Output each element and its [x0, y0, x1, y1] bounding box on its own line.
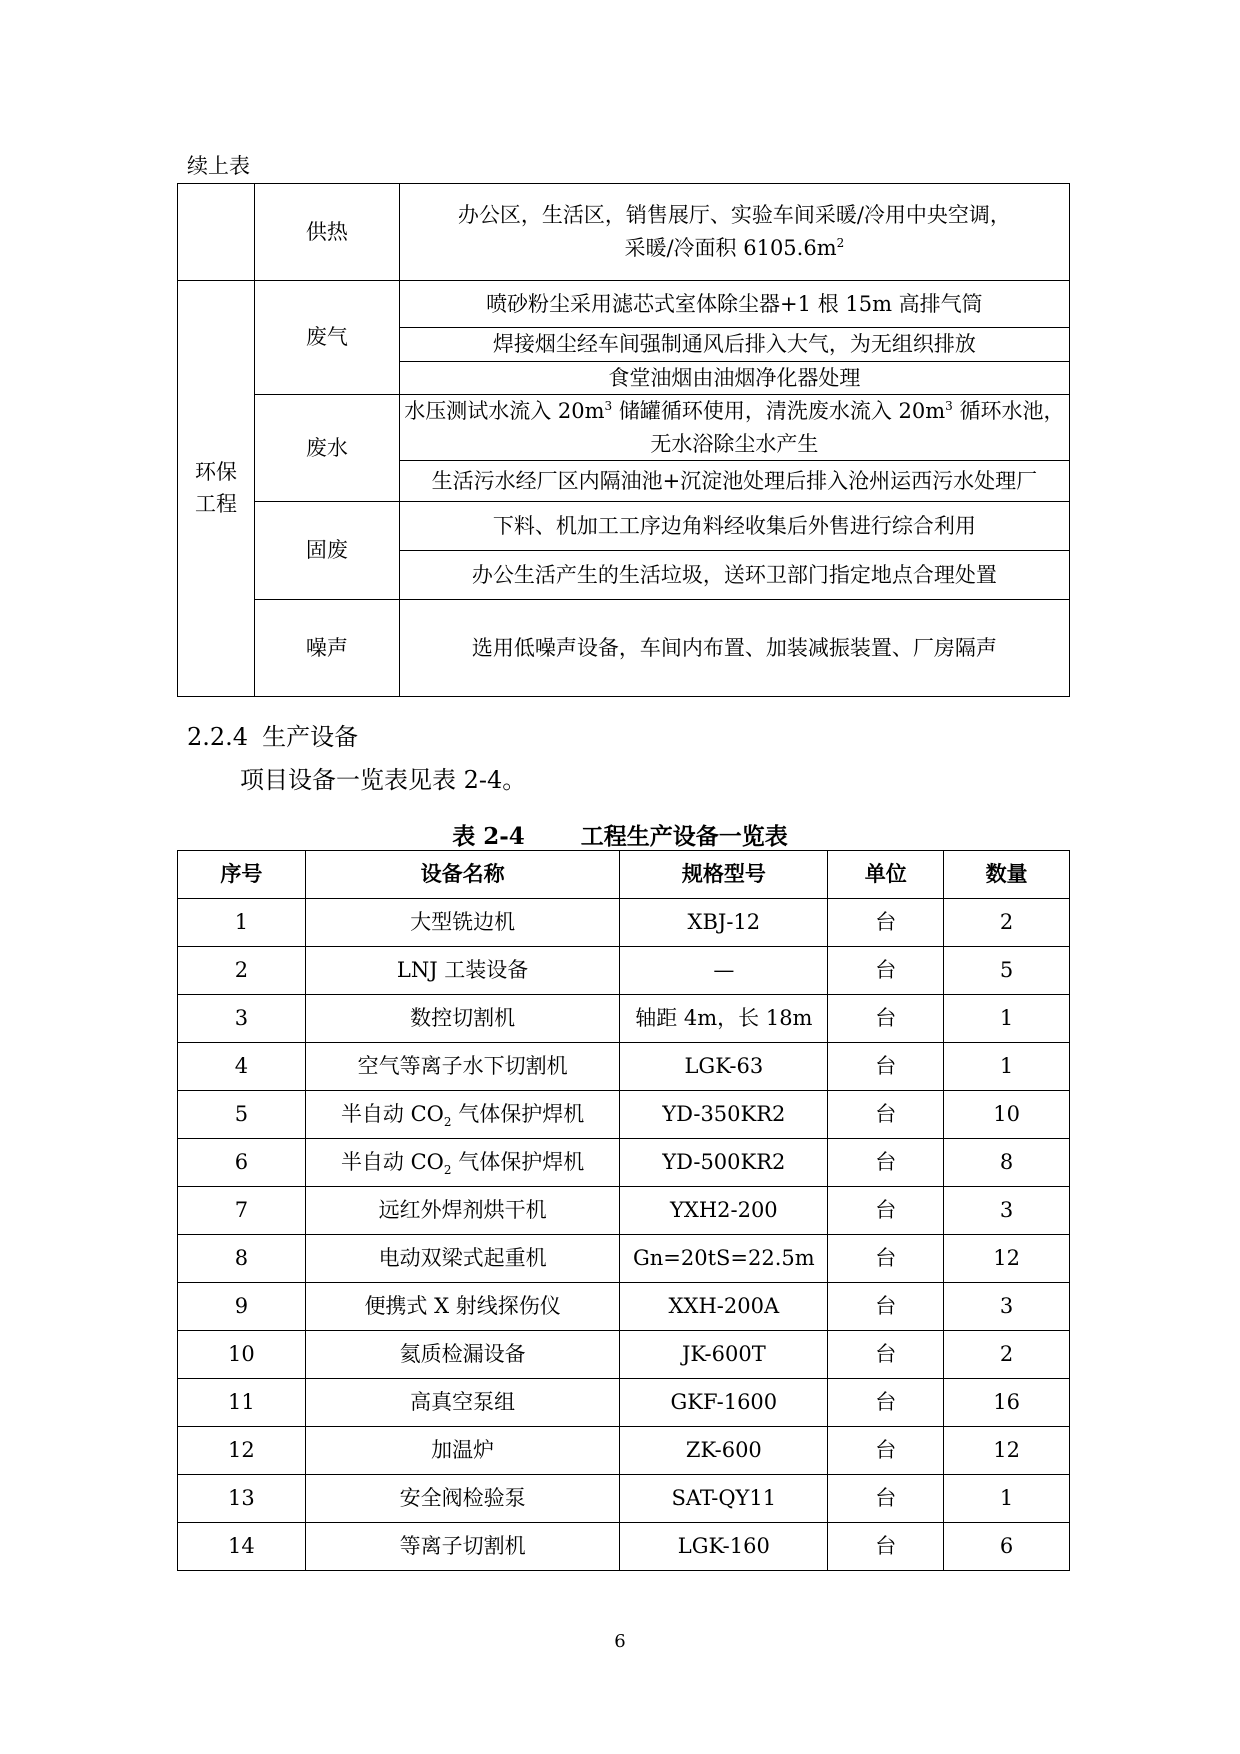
table-row	[178, 1283, 1070, 1331]
equipment-table	[177, 850, 1070, 1571]
cell-qty: 1	[944, 1475, 1070, 1523]
environmental-works-table	[177, 183, 1070, 697]
section-title: 生产设备	[262, 723, 359, 751]
waste-gas-item: 焊接烟尘经车间强制通风后排入大气，为无组织排放	[399, 328, 1069, 362]
cell-no: 8	[178, 1235, 306, 1283]
cell-model: XXH-200A	[620, 1283, 828, 1331]
body-paragraph: 项目设备一览表见表 2-4。	[240, 766, 527, 794]
cell-model: 轴距 4m，长 18m	[620, 995, 828, 1043]
table-caption	[0, 818, 1240, 851]
cell-model: GKF-1600	[620, 1379, 828, 1427]
header-unit: 单位	[828, 851, 944, 899]
cell-unit: 台	[828, 1187, 944, 1235]
waste-water-item-line2: 无水浴除尘水产生	[650, 431, 819, 456]
cell-model: —	[620, 947, 828, 995]
waste-gas-item: 食堂油烟由油烟净化器处理	[399, 361, 1069, 395]
cell-qty: 5	[944, 947, 1070, 995]
cell-qty: 16	[944, 1379, 1070, 1427]
cell-model: XBJ-12	[620, 899, 828, 947]
cell-qty: 6	[944, 1523, 1070, 1571]
page-number: 6	[614, 1631, 626, 1652]
cell-unit: 台	[828, 1379, 944, 1427]
noise-item: 选用低噪声设备，车间内布置、加装减振装置、厂房隔声	[399, 600, 1069, 697]
cell-unit: 台	[828, 1091, 944, 1139]
heating-content	[399, 184, 1069, 281]
cell-unit: 台	[828, 995, 944, 1043]
table-row	[178, 1091, 1070, 1139]
heating-row	[178, 184, 1070, 281]
header-model: 规格型号	[620, 851, 828, 899]
cell-qty: 8	[944, 1139, 1070, 1187]
cell-unit: 台	[828, 1523, 944, 1571]
section-number: 2.2.4	[187, 723, 249, 751]
cell-name: 大型铣边机	[305, 899, 620, 947]
cell-unit: 台	[828, 947, 944, 995]
cell-no: 14	[178, 1523, 306, 1571]
waste-gas-row	[178, 281, 1070, 328]
cell-name: 高真空泵组	[305, 1379, 620, 1427]
solid-waste-label: 固废	[254, 502, 399, 600]
cell-unit: 台	[828, 1475, 944, 1523]
header-qty: 数量	[944, 851, 1070, 899]
cell-model: YD-500KR2	[620, 1139, 828, 1187]
cell-name: LNJ 工装设备	[305, 947, 620, 995]
cell-name: 远红外焊剂烘干机	[305, 1187, 620, 1235]
table-row	[178, 995, 1070, 1043]
waste-gas-item: 喷砂粉尘采用滤芯式室体除尘器+1 根 15m 高排气筒	[399, 281, 1069, 328]
cell-no: 3	[178, 995, 306, 1043]
cell-no: 5	[178, 1091, 306, 1139]
continued-label: 续上表	[187, 154, 250, 178]
cell-name: 加温炉	[305, 1427, 620, 1475]
waste-water-item	[399, 395, 1069, 461]
cell-unit: 台	[828, 1235, 944, 1283]
cell-unit: 台	[828, 1331, 944, 1379]
table-row	[178, 947, 1070, 995]
cell-no: 10	[178, 1331, 306, 1379]
cell-model: LGK-63	[620, 1043, 828, 1091]
cell-unit: 台	[828, 899, 944, 947]
table-row	[178, 1427, 1070, 1475]
cell-model: YXH2-200	[620, 1187, 828, 1235]
solid-waste-item: 办公生活产生的生活垃圾，送环卫部门指定地点合理处置	[399, 551, 1069, 600]
section-heading	[187, 717, 358, 752]
solid-waste-row	[178, 502, 1070, 551]
equipment-header-row	[178, 851, 1070, 899]
table-row	[178, 1235, 1070, 1283]
cell-qty: 3	[944, 1187, 1070, 1235]
empty-category-cell	[178, 184, 255, 281]
cell-name: 空气等离子水下切割机	[305, 1043, 620, 1091]
cell-model: Gn=20tS=22.5m	[620, 1235, 828, 1283]
heating-line1: 办公区，生活区，销售展厅、实验车间采暖/冷用中央空调，	[457, 203, 1011, 228]
waste-water-item: 生活污水经厂区内隔油池+沉淀池处理后排入沧州运西污水处理厂	[399, 461, 1069, 502]
cell-no: 6	[178, 1139, 306, 1187]
waste-gas-label: 废气	[254, 281, 399, 395]
table-row	[178, 1139, 1070, 1187]
cell-qty: 1	[944, 995, 1070, 1043]
table-row	[178, 1523, 1070, 1571]
table-row	[178, 1331, 1070, 1379]
table-caption-title: 工程生产设备一览表	[580, 823, 788, 850]
cell-model: ZK-600	[620, 1427, 828, 1475]
cell-unit: 台	[828, 1043, 944, 1091]
cell-no: 12	[178, 1427, 306, 1475]
cell-model: LGK-160	[620, 1523, 828, 1571]
table-row	[178, 1379, 1070, 1427]
env-label-line2: 工程	[194, 491, 237, 516]
heating-label: 供热	[254, 184, 399, 281]
env-category-cell	[178, 281, 255, 697]
table-row	[178, 899, 1070, 947]
cell-unit: 台	[828, 1139, 944, 1187]
cell-qty: 3	[944, 1283, 1070, 1331]
cell-qty: 2	[944, 1331, 1070, 1379]
cell-model: YD-350KR2	[620, 1091, 828, 1139]
header-no: 序号	[178, 851, 306, 899]
cell-name: 等离子切割机	[305, 1523, 620, 1571]
cell-name: 便携式 X 射线探伤仪	[305, 1283, 620, 1331]
solid-waste-item: 下料、机加工工序边角料经收集后外售进行综合利用	[399, 502, 1069, 551]
cell-qty: 10	[944, 1091, 1070, 1139]
cell-name: 半自动 $CO_2$ 气体保护焊机	[305, 1139, 620, 1187]
table-row	[178, 1043, 1070, 1091]
cell-qty: 2	[944, 899, 1070, 947]
cell-name: 氦质检漏设备	[305, 1331, 620, 1379]
waste-water-row	[178, 395, 1070, 461]
cell-name: 电动双梁式起重机	[305, 1235, 620, 1283]
cell-qty: 1	[944, 1043, 1070, 1091]
waste-water-label: 废水	[254, 395, 399, 502]
cell-no: 7	[178, 1187, 306, 1235]
noise-label: 噪声	[254, 600, 399, 697]
waste-water-item-line1: 水压测试水流入 $20m^3$ 储罐循环使用，清洗废水流入 $20m^3$ 循环水池，	[404, 399, 1065, 424]
heating-line2: 采暖/冷面积 $6105.6m^2$	[624, 236, 845, 260]
cell-unit: 台	[828, 1427, 944, 1475]
noise-row	[178, 600, 1070, 697]
table-caption-number: 表 2-4	[452, 823, 525, 850]
cell-name: 安全阀检验泵	[305, 1475, 620, 1523]
table-row	[178, 1475, 1070, 1523]
cell-name: 半自动 $CO_2$ 气体保护焊机	[305, 1091, 620, 1139]
cell-qty: 12	[944, 1235, 1070, 1283]
cell-no: 13	[178, 1475, 306, 1523]
header-name: 设备名称	[305, 851, 620, 899]
cell-no: 4	[178, 1043, 306, 1091]
cell-no: 11	[178, 1379, 306, 1427]
env-label-line1: 环保	[194, 460, 237, 485]
table-row	[178, 1187, 1070, 1235]
cell-unit: 台	[828, 1283, 944, 1331]
equipment-table-body	[178, 899, 1070, 1571]
cell-qty: 12	[944, 1427, 1070, 1475]
cell-model: JK-600T	[620, 1331, 828, 1379]
cell-no: 2	[178, 947, 306, 995]
cell-model: SAT-QY11	[620, 1475, 828, 1523]
cell-name: 数控切割机	[305, 995, 620, 1043]
cell-no: 9	[178, 1283, 306, 1331]
cell-no: 1	[178, 899, 306, 947]
